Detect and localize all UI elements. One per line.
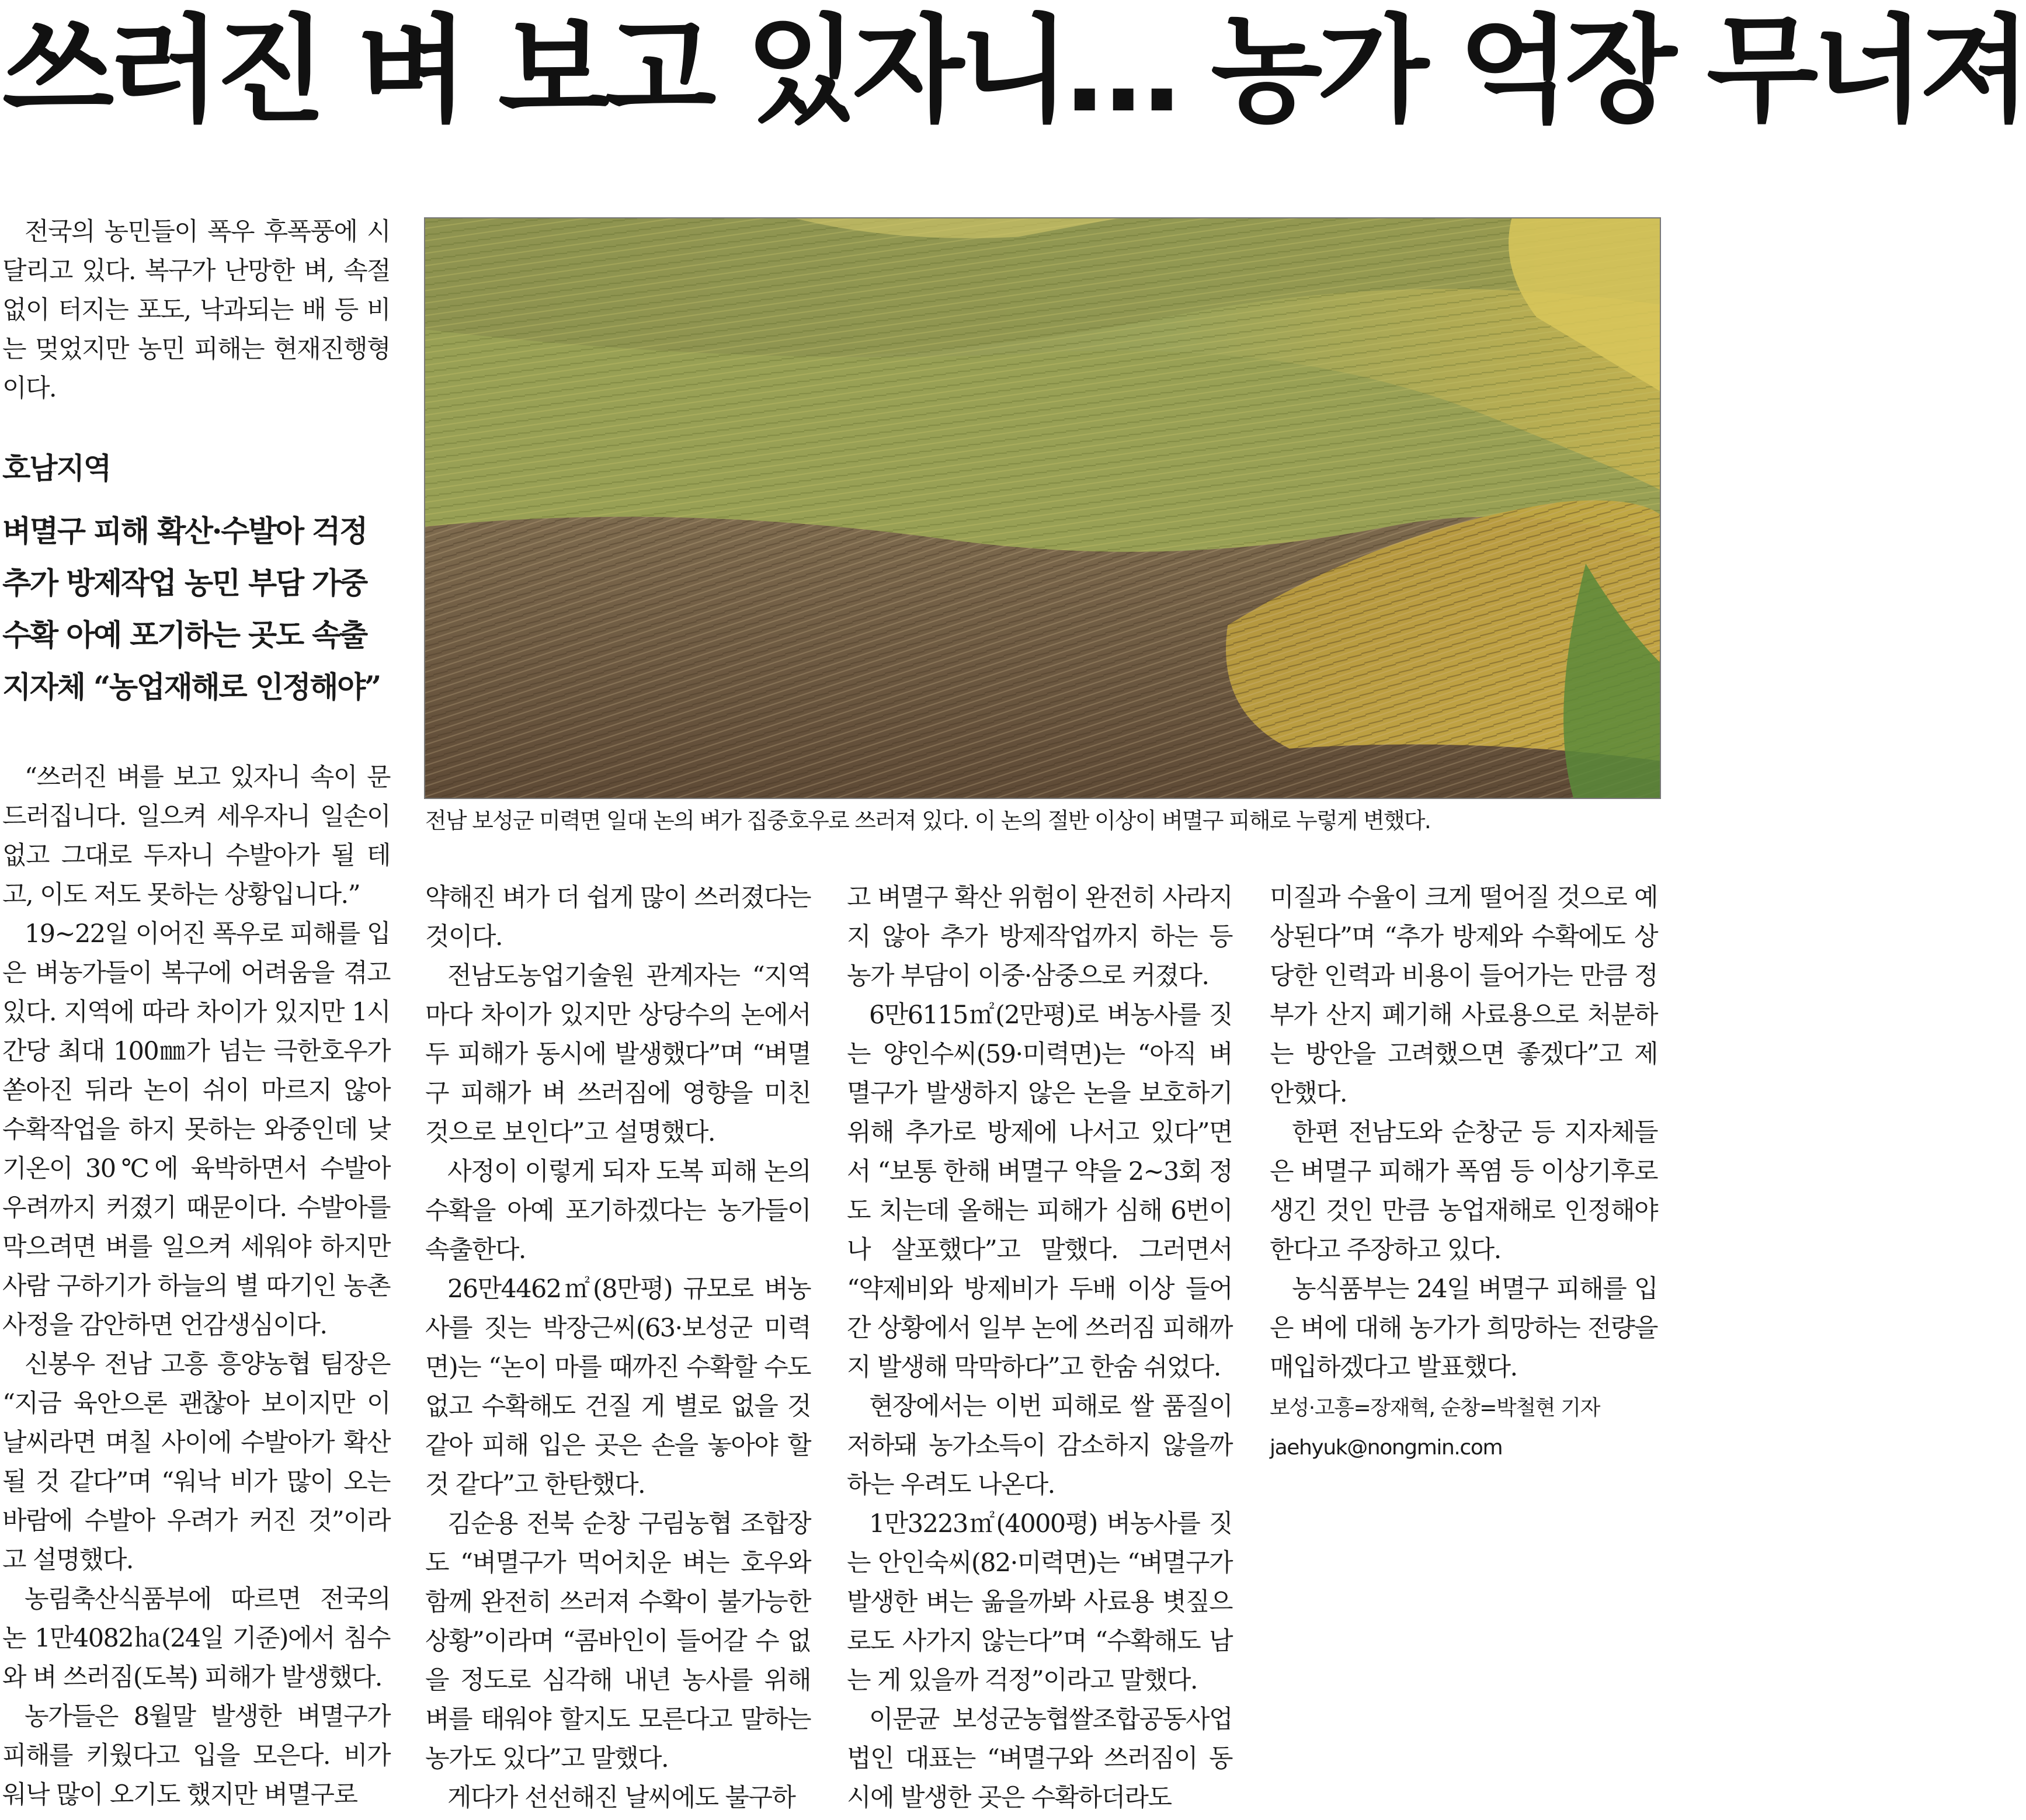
body-paragraph: 전남도농업기술원 관계자는 “지역마다 차이가 있지만 상당수의 논에서 두 피해가 동시에 발생했다”며 “벼멸구 피해가 벼 쓰러짐에 영향을 미친 것으로 보인다”고 설명했다. bbox=[425, 961, 811, 1147]
body-paragraph: 김순용 전북 순창 구림농협 조합장도 “벼멸구가 먹어치운 벼는 호우와 함께 완전히 쓰러져 수확이 불가능한 상황”이라며 “콤바인이 들어갈 수 없을 정도로 심각해 내년 농사를 위해 벼를 태워야 할지도 모른다고 말하는 농가도 있다”고 말했다. bbox=[425, 1509, 811, 1773]
body-paragraph: “쓰러진 벼를 보고 있자니 속이 문드러집니다. 일으켜 세우자니 일손이 없고 그대로 두자니 수발아가 될 테고, 이도 저도 못하는 상황입니다.” bbox=[2, 763, 390, 909]
body-paragraph: 게다가 선선해진 날씨에도 불구하 bbox=[447, 1783, 795, 1812]
byline: 보성·고흥=장재혁, 순창=박철현 기자 jaehyuk@nongmin.com bbox=[1270, 1396, 1600, 1460]
rice-field-photo bbox=[424, 217, 1661, 799]
body-paragraph: 농식품부는 24일 벼멸구 피해를 입은 벼에 대해 농가가 희망하는 전량을 매입하겠다고 발표했다. bbox=[1270, 1274, 1657, 1382]
article-column-1 bbox=[2, 758, 390, 1815]
body-paragraph: 한편 전남도와 순창군 등 지자체들은 벼멸구 피해가 폭염 등 이상기후로 생긴 것인 만큼 농업재해로 인정해야 한다고 주장하고 있다. bbox=[1270, 1118, 1657, 1265]
headline: 쓰러진 벼 보고 있자니… 농가 억장 무너져 bbox=[2, 3, 2026, 138]
region-label: 호남지역 bbox=[2, 451, 111, 485]
body-paragraph: 26만4462㎡(8만평) 규모로 벼농사를 짓는 박장근씨(63·보성군 미력면)는 “논이 마를 때까진 수확할 수도 없고 수확해도 건질 게 별로 없을 것 같아 피해 입은 곳은 손을 놓아야 할 것 같다”고 한탄했다. bbox=[425, 1274, 811, 1499]
body-paragraph: 미질과 수율이 크게 떨어질 것으로 예상된다”며 “추가 방제와 수확에도 상당한 인력과 비용이 들어가는 만큼 정부가 산지 폐기해 사료용으로 처분하는 방안을 고려했으면 좋겠다”고 제안했다. bbox=[1270, 883, 1657, 1108]
subheadline: 지자체 “농업재해로 인정해야” bbox=[2, 670, 380, 705]
body-paragraph: 현장에서는 이번 피해로 쌀 품질이 저하돼 농가소득이 감소하지 않을까 하는 우려도 나온다. bbox=[847, 1392, 1232, 1499]
body-paragraph: 1만3223㎡(4000평) 벼농사를 짓는 안인숙씨(82·미력면)는 “벼멸구가 발생한 벼는 옮을까봐 사료용 볏짚으로도 사가지 않는다”며 “수확해도 남는 게 있을까 걱정”이라고 말했다. bbox=[847, 1509, 1232, 1695]
body-paragraph: 신봉우 전남 고흥 흥양농협 팀장은 “지금 육안으론 괜찮아 보이지만 이 날씨라면 며칠 사이에 수발아가 확산될 것 같다”며 “워낙 비가 많이 오는 바람에 수발아 우려가 커진 것”이라고 설명했다. bbox=[2, 1350, 390, 1575]
body-paragraph: 고 벼멸구 확산 위험이 완전히 사라지지 않아 추가 방제작업까지 하는 등 농가 부담이 이중·삼중으로 커졌다. bbox=[847, 883, 1232, 991]
body-paragraph: 농가들은 8월말 발생한 벼멸구가 피해를 키웠다고 입을 모은다. 비가 워낙 많이 오기도 했지만 벼멸구로 bbox=[2, 1702, 390, 1809]
subheadlines bbox=[2, 506, 390, 714]
body-paragraph: 이문균 보성군농협쌀조합공동사업법인 대표는 “벼멸구와 쓰러짐이 동시에 발생한 곳은 수확하더라도 bbox=[847, 1705, 1232, 1812]
lead-paragraph: 전국의 농민들이 폭우 후폭풍에 시달리고 있다. 복구가 난망한 벼, 속절없이 터지는 포도, 낙과되는 배 등 비는 멎었지만 농민 피해는 현재진행형이다. bbox=[2, 217, 390, 403]
article-column-4 bbox=[1270, 878, 1657, 1468]
photo-caption: 전남 보성군 미력면 일대 논의 벼가 집중호우로 쓰러져 있다. 이 논의 절반 이상이 벼멸구 피해로 누렇게 변했다. bbox=[425, 808, 1430, 833]
lead-paragraph-block bbox=[2, 213, 390, 408]
body-paragraph: 6만6115㎡(2만평)로 벼농사를 짓는 양인수씨(59·미력면)는 “아직 벼멸구가 발생하지 않은 논을 보호하기 위해 추가로 방제에 나서고 있다”면서 “보통 한해 벼멸구 약을 2∼3회 정도 치는데 올해는 피해가 심해 6번이나 살포했다”고 말했다. 그러면서 “약제비와 방제비가 두배 이상 들어간 상황에서 일부 논에 쓰러짐 피해까지 발생해 막막하다”고 한숨 쉬었다. bbox=[847, 1001, 1232, 1382]
body-paragraph: 19∼22일 이어진 폭우로 피해를 입은 벼농가들이 복구에 어려움을 겪고 있다. 지역에 따라 차이가 있지만 1시간당 최대 100㎜가 넘는 극한호우가 쏟아진 뒤라 논이 쉬이 마르지 않아 수확작업을 하지 못하는 와중인데 낮 기온이 30℃에 육박하면서 수발아 우려까지 커졌기 때문이다. 수발아를 막으려면 벼를 일으켜 세워야 하지만 사람 구하기가 하늘의 별 따기인 농촌 사정을 감안하면 언감생심이다. bbox=[2, 919, 390, 1340]
article-column-2 bbox=[425, 878, 811, 1818]
body-paragraph: 사정이 이렇게 되자 도복 피해 논의 수확을 아예 포기하겠다는 농가들이 속출한다. bbox=[425, 1157, 811, 1265]
body-paragraph: 농림축산식품부에 따르면 전국의 논 1만4082㏊(24일 기준)에서 침수와 벼 쓰러짐(도복) 피해가 발생했다. bbox=[2, 1585, 390, 1692]
subheadline: 추가 방제작업 농민 부담 가중 bbox=[2, 566, 367, 601]
subheadline: 수확 아예 포기하는 곳도 속출 bbox=[2, 618, 367, 653]
body-paragraph: 약해진 벼가 더 쉽게 많이 쓰러졌다는 것이다. bbox=[425, 883, 811, 951]
subheadline: 벼멸구 피해 확산·수발아 걱정 bbox=[2, 514, 367, 549]
article-column-3 bbox=[847, 878, 1232, 1818]
